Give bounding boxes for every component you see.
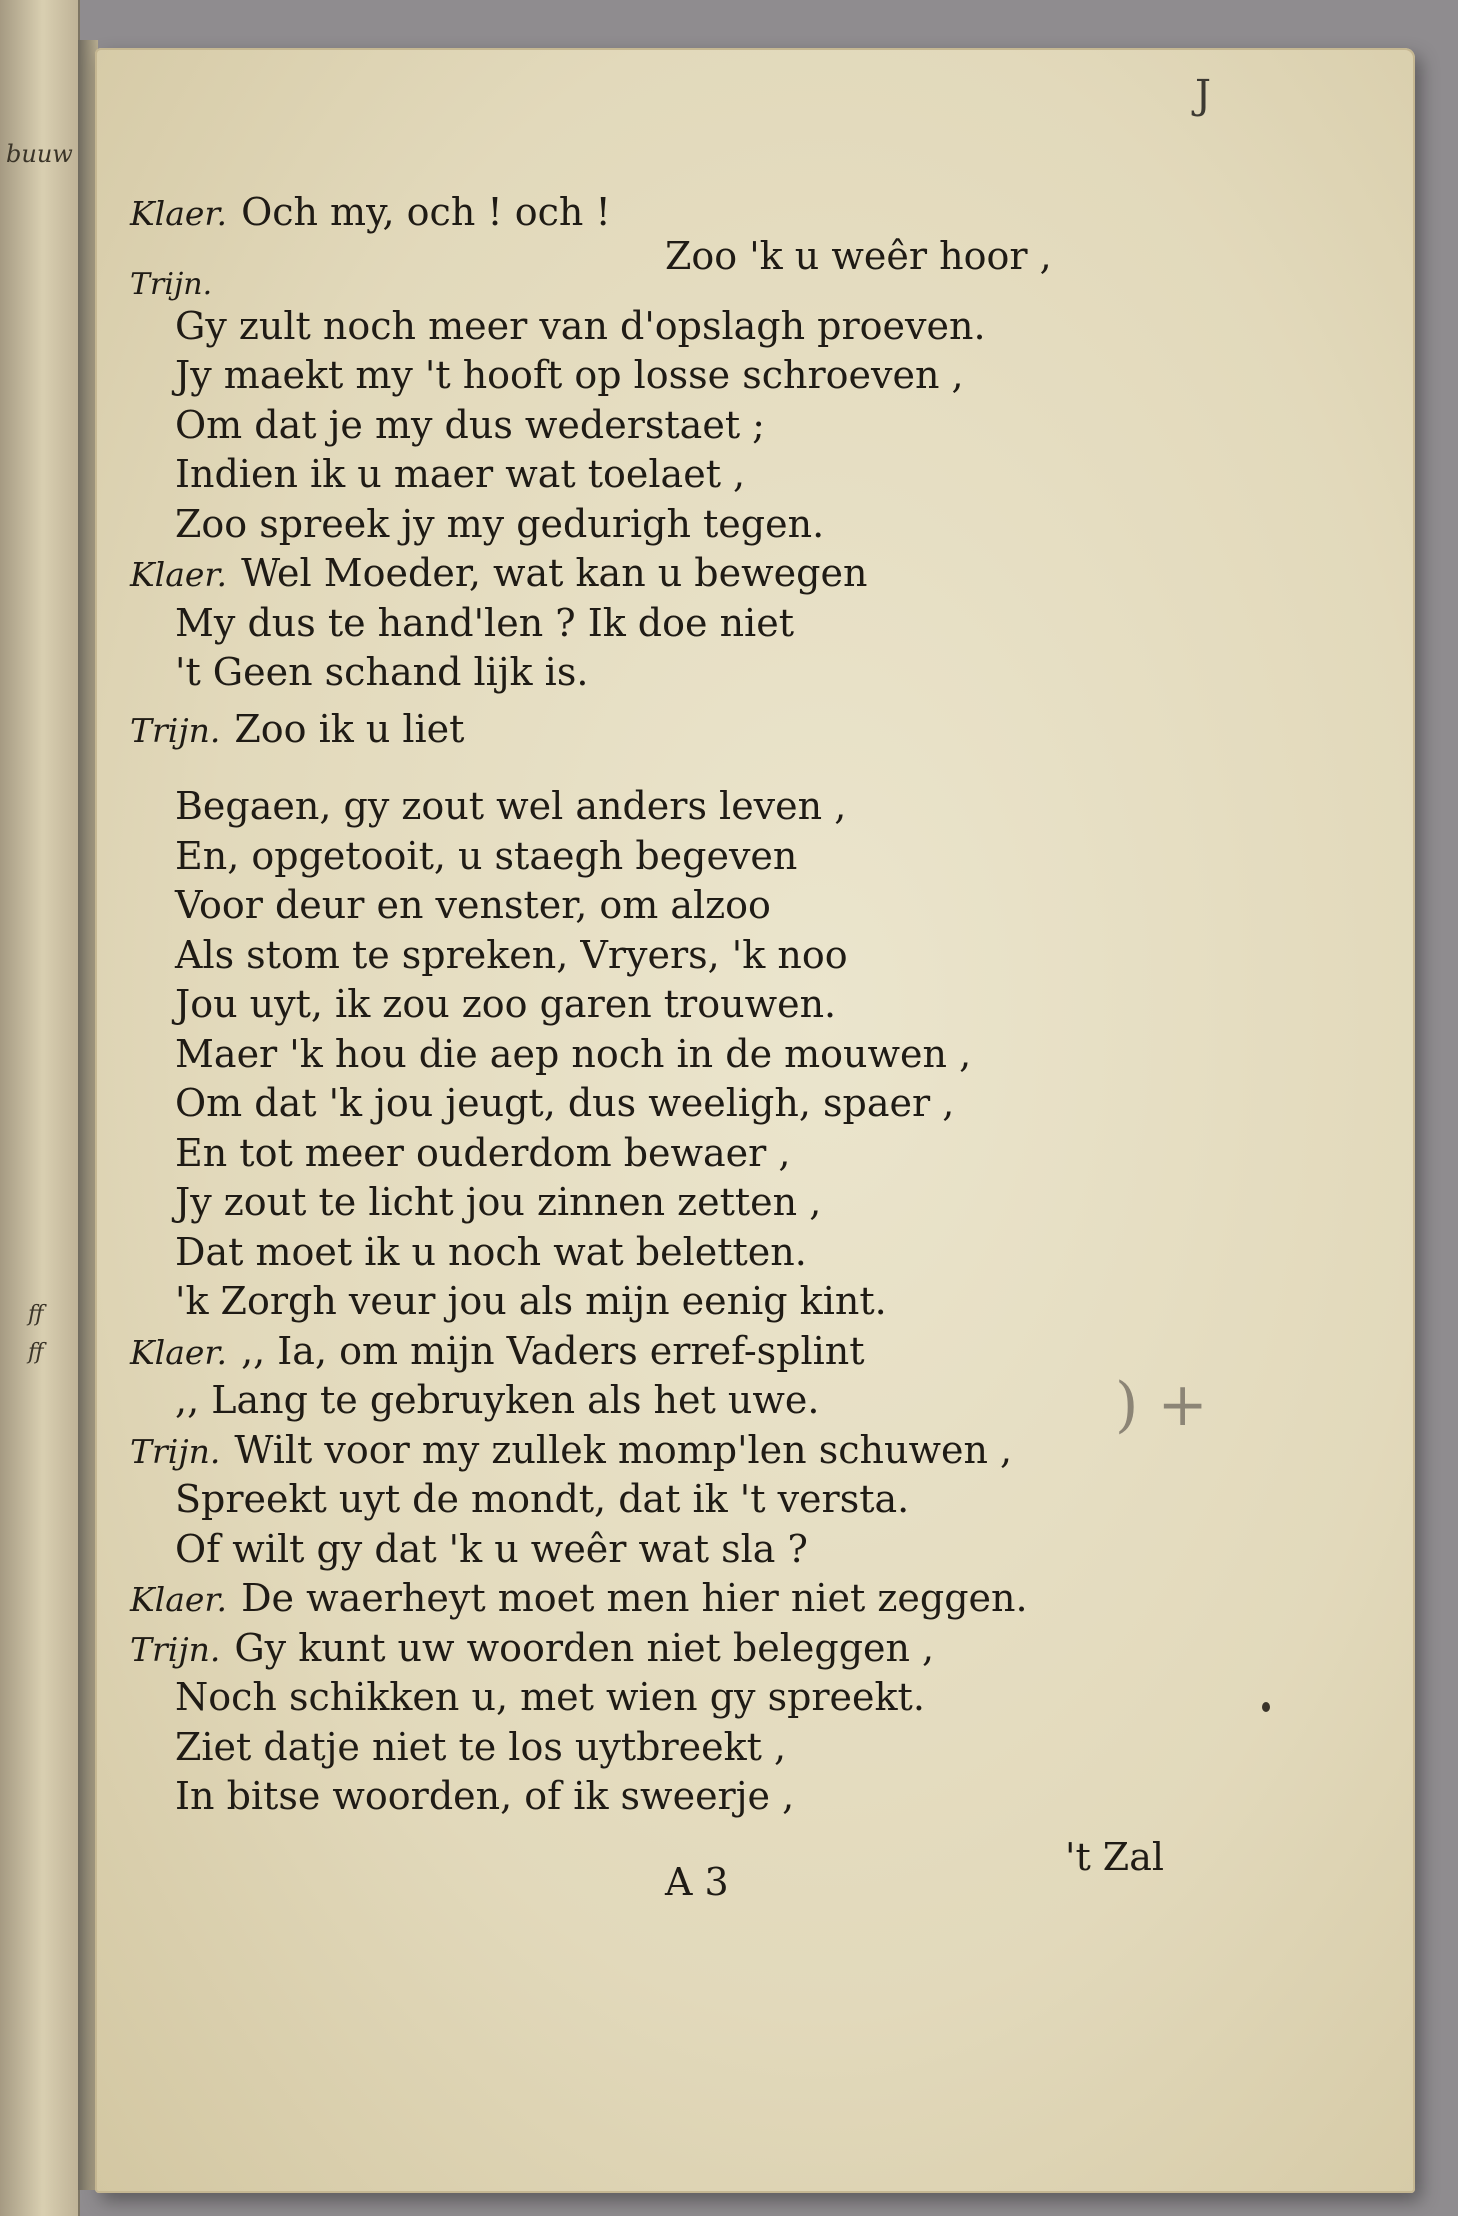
verse-text: En, opgetooit, u staegh begeven bbox=[175, 833, 798, 878]
verse-line bbox=[175, 1279, 887, 1323]
verse-line bbox=[175, 1527, 808, 1571]
left-page-fragment: buuw bbox=[6, 140, 73, 168]
verse-line bbox=[175, 601, 794, 645]
verse-text: Gy kunt uw woorden niet beleggen , bbox=[234, 1625, 935, 1670]
verse-line bbox=[175, 452, 745, 496]
verse-line bbox=[175, 1725, 786, 1769]
verse-text: ,, Lang te gebruyken als het uwe. bbox=[175, 1378, 820, 1422]
speaker-name: Trijn. bbox=[130, 1431, 221, 1471]
verse-text: Jy zout te licht jou zinnen zetten , bbox=[175, 1180, 822, 1224]
speaker-name: Trijn. bbox=[130, 1629, 221, 1669]
verse-line bbox=[130, 190, 611, 234]
speaker-name: Trijn. bbox=[130, 267, 213, 302]
verse-line bbox=[175, 1378, 819, 1422]
verse-text: Als stom te spreken, Vryers, 'k noo bbox=[175, 932, 848, 977]
verse-text: De waerheyt moet men hier niet zeggen. bbox=[241, 1576, 1028, 1620]
verse-line bbox=[130, 1576, 1028, 1620]
verse-text: 'k Zorgh veur jou als mijn eenig kint. bbox=[175, 1279, 887, 1323]
verse-text: In bitse woorden, of ik sweerje , bbox=[175, 1774, 795, 1818]
verse-line bbox=[175, 502, 824, 546]
verse-text: Spreekt uyt de mondt, dat ik 't versta. bbox=[175, 1477, 910, 1521]
left-page-edge bbox=[0, 0, 80, 2216]
verse-line bbox=[175, 982, 836, 1026]
ink-speck bbox=[1262, 1702, 1270, 1712]
verse-line bbox=[175, 1081, 954, 1125]
verse-line bbox=[175, 353, 964, 397]
corner-mark: J bbox=[1195, 72, 1212, 118]
catchword: 't Zal bbox=[1065, 1835, 1165, 1879]
verse-text: Zoo spreek jy my gedurigh tegen. bbox=[175, 501, 825, 546]
verse-line bbox=[130, 551, 867, 595]
speaker-name: Klaer. bbox=[130, 1580, 228, 1619]
verse-text: Voor deur en venster, om alzoo bbox=[175, 883, 771, 927]
verse-text: Zoo 'k u weêr hoor , bbox=[665, 233, 1052, 278]
verse-text: My dus te hand'len ? Ik doe niet bbox=[175, 600, 794, 645]
verse-line bbox=[175, 403, 765, 447]
verse-text: Jy maekt my 't hooft op losse schroeven , bbox=[175, 353, 964, 397]
verse-text: Och my, och ! och ! bbox=[241, 190, 611, 234]
verse-line bbox=[175, 883, 771, 927]
left-page-fragment: ff bbox=[28, 1302, 44, 1327]
verse-text: Om dat je my dus wederstaet ; bbox=[175, 402, 765, 447]
verse-line bbox=[175, 933, 848, 977]
verse-text: Gy zult noch meer van d'opslagh proeven. bbox=[175, 303, 986, 348]
speaker-name: Klaer. bbox=[130, 1332, 228, 1372]
verse-line bbox=[130, 1626, 934, 1670]
verse-line bbox=[665, 234, 1052, 278]
verse-line bbox=[175, 784, 846, 828]
speaker-name: Klaer. bbox=[130, 194, 228, 233]
verse-text: Dat moet ik u noch wat beletten. bbox=[175, 1229, 807, 1274]
verse-text: Jou uyt, ik zou zoo garen trouwen. bbox=[175, 982, 837, 1026]
verse-text: Begaen, gy zout wel anders leven , bbox=[175, 784, 847, 828]
verse-line bbox=[130, 1428, 1012, 1472]
left-page-fragment: ff bbox=[28, 1340, 44, 1365]
verse-line bbox=[175, 1131, 791, 1175]
verse-text: Wilt voor my zullek momp'len schuwen , bbox=[234, 1427, 1013, 1472]
pencil-mark: ) + bbox=[1115, 1370, 1208, 1440]
speaker-name: Klaer. bbox=[130, 555, 228, 594]
verse-line bbox=[175, 1477, 909, 1521]
verse-text: Of wilt gy dat 'k u weêr wat sla ? bbox=[175, 1526, 808, 1571]
verse-text: Wel Moeder, wat kan u bewegen bbox=[241, 551, 868, 595]
verse-line bbox=[130, 1329, 865, 1373]
verse-text: En tot meer ouderdom bewaer , bbox=[175, 1130, 791, 1175]
verse-line bbox=[130, 707, 464, 751]
signature-mark: A 3 bbox=[665, 1860, 729, 1904]
verse-text: Noch schikken u, met wien gy spreekt. bbox=[175, 1675, 925, 1719]
verse-text: Zoo ik u liet bbox=[234, 706, 465, 751]
verse-line bbox=[175, 1180, 821, 1224]
verse-text: Om dat 'k jou jeugt, dus weeligh, spaer , bbox=[175, 1081, 955, 1125]
verse-line bbox=[175, 304, 986, 348]
verse-line bbox=[175, 1675, 925, 1719]
verse-line bbox=[175, 1032, 971, 1076]
verse-text: 't Geen schand lijk is. bbox=[175, 650, 589, 694]
speaker-name: Trijn. bbox=[130, 710, 221, 750]
verse-line bbox=[175, 834, 797, 878]
verse-text: Maer 'k hou die aep noch in de mouwen , bbox=[175, 1031, 972, 1076]
verse-text: ,, Ia, om mijn Vaders erref-splint bbox=[241, 1328, 865, 1373]
verse-line bbox=[175, 1774, 794, 1818]
verse-line bbox=[175, 650, 588, 694]
verse-line bbox=[175, 1230, 807, 1274]
verse-text: Ziet datje niet te los uytbreekt , bbox=[175, 1724, 787, 1769]
verse-text: Indien ik u maer wat toelaet , bbox=[175, 452, 746, 496]
